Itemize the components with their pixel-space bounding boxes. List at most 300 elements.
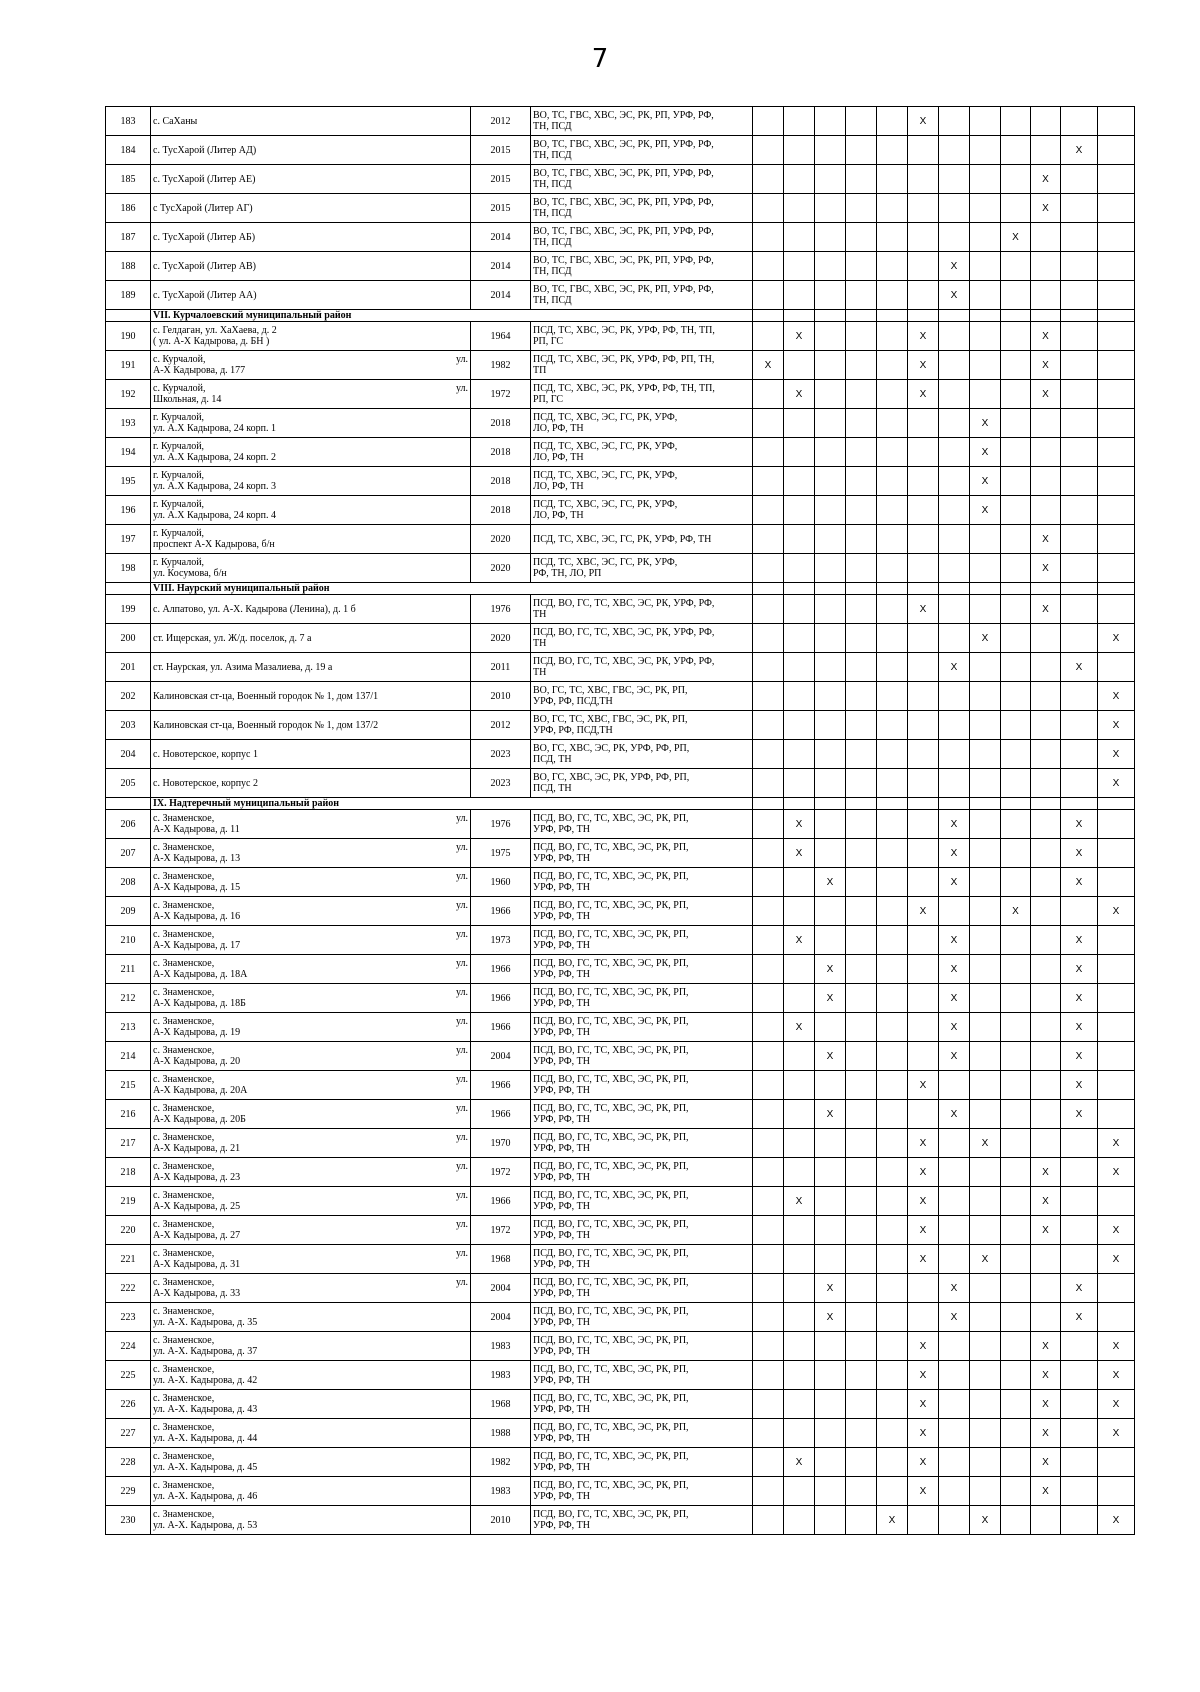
year-mark-cell [753,1448,784,1477]
address-line: с. Алпатово, ул. А-Х. Кадырова (Ленина), д. 1 б [153,603,356,615]
year-mark-cell [939,897,970,926]
year-mark-cell [815,1506,846,1535]
year-mark-cell: X [1098,1390,1135,1419]
year-mark-cell: X [908,1129,939,1158]
year-mark-cell: X [939,868,970,897]
year-mark-cell [1001,1477,1031,1506]
address-line: с. Знаменское, [153,1306,215,1317]
address-street-prefix: ул. [455,987,468,998]
section-empty-cell [1061,583,1098,595]
year-mark-cell [815,1187,846,1216]
section-empty-cell [815,583,846,595]
works-line: ПСД, ВО, ГС, ТС, ХВС, ЭС, РК, УРФ, РФ, [533,656,715,667]
year-mark-cell: X [1098,1158,1135,1187]
year-mark-cell [753,525,784,554]
year-cell: 1988 [471,1419,531,1448]
year-mark-cell [1001,351,1031,380]
year-mark-cell [753,1100,784,1129]
year-mark-cell [1098,955,1135,984]
address-line: ул. А.Х Кадырова, 24 корп. 4 [153,510,277,521]
works-line: ТН, ПСД [533,150,572,161]
works-cell [531,322,753,351]
works-line: ПСД, ТН [533,754,572,765]
address-cell [151,839,471,868]
address-line: А-Х Кадырова, д. 33 [153,1288,241,1299]
address-line: с. Знаменское, [153,1132,215,1143]
year-mark-cell: X [1031,1158,1061,1187]
address-line: с. Знаменское, [153,987,215,998]
year-mark-cell [815,653,846,682]
year-mark-cell [1001,194,1031,223]
year-mark-cell [970,1419,1001,1448]
year-mark-cell: X [908,107,939,136]
year-mark-cell: X [1031,1477,1061,1506]
works-line: ВО, ГС, ТС, ХВС, ГВС, ЭС, РК, РП, [533,685,688,696]
address-cell [151,926,471,955]
year-mark-cell [815,409,846,438]
address-line-split [153,1016,468,1027]
works-line: ПСД, ВО, ГС, ТС, ХВС, ЭС, РК, РП, [533,813,689,824]
year-mark-cell [877,595,908,624]
year-mark-cell [877,1245,908,1274]
address-line-split [153,1103,468,1114]
year-mark-cell [1098,1071,1135,1100]
year-mark-cell [908,769,939,798]
address-line-split [153,1248,468,1259]
row-number: 217 [106,1129,151,1158]
year-mark-cell [877,380,908,409]
year-mark-cell [939,1361,970,1390]
year-mark-cell [939,525,970,554]
works-cell [531,165,753,194]
works-line: УРФ, РФ, ТН [533,1172,590,1183]
year-mark-cell [815,595,846,624]
address-cell [151,624,471,653]
year-mark-cell [753,1245,784,1274]
year-mark-cell [784,868,815,897]
row-number: 225 [106,1361,151,1390]
year-mark-cell: X [1001,223,1031,252]
year-mark-cell [970,1013,1001,1042]
works-line: УРФ, РФ, ТН [533,1114,590,1125]
row-number: 203 [106,711,151,740]
year-mark-cell [753,223,784,252]
works-cell [531,496,753,525]
year-mark-cell [1031,107,1061,136]
year-mark-cell [784,1216,815,1245]
section-empty-cell [970,583,1001,595]
year-mark-cell: X [939,281,970,310]
year-mark-cell [784,740,815,769]
year-cell: 1966 [471,1187,531,1216]
works-line: ЛО, РФ, ТН [533,510,584,521]
year-mark-cell: X [1098,740,1135,769]
table-row [106,1216,1135,1245]
works-line: ЛО, РФ, ТН [533,452,584,463]
year-mark-cell [877,223,908,252]
year-mark-cell [753,194,784,223]
year-mark-cell [784,653,815,682]
year-mark-cell [846,1361,877,1390]
year-cell: 1968 [471,1245,531,1274]
year-mark-cell: X [1001,897,1031,926]
address-line-split [153,1219,468,1230]
year-mark-cell [1061,1506,1098,1535]
year-mark-cell [1001,1303,1031,1332]
address-line-split [153,354,468,365]
works-cell [531,711,753,740]
year-mark-cell [877,467,908,496]
year-mark-cell [784,1100,815,1129]
year-mark-cell [1098,136,1135,165]
address-line: А-Х Кадырова, д. 177 [153,365,246,376]
address-cell [151,1390,471,1419]
works-line: ВО, ТС, ГВС, ХВС, ЭС, РК, РП, УРФ, РФ, [533,255,714,266]
year-mark-cell [784,1042,815,1071]
year-mark-cell [939,136,970,165]
year-cell: 2012 [471,711,531,740]
year-mark-cell [1001,624,1031,653]
table-row [106,711,1135,740]
year-mark-cell [784,554,815,583]
works-line: ЛО, РФ, ТН [533,481,584,492]
year-mark-cell [846,322,877,351]
year-mark-cell [939,1158,970,1187]
year-mark-cell [1031,984,1061,1013]
works-line: ПСД, ТС, ХВС, ЭС, РК, УРФ, РФ, ТН, ТП, [533,383,715,394]
row-number: 190 [106,322,151,351]
year-mark-cell: X [908,351,939,380]
works-cell [531,1390,753,1419]
year-cell: 2012 [471,107,531,136]
year-mark-cell [908,839,939,868]
address-cell [151,1361,471,1390]
works-cell [531,955,753,984]
works-line: ПСД, ТС, ХВС, ЭС, ГС, РК, УРФ, [533,499,678,510]
year-mark-cell [908,1506,939,1535]
year-cell: 1975 [471,839,531,868]
year-mark-cell [815,624,846,653]
address-line: с. Знаменское, [153,1335,215,1346]
address-cell [151,682,471,711]
year-mark-cell [1031,1042,1061,1071]
year-mark-cell [846,1187,877,1216]
year-mark-cell [1031,769,1061,798]
section-num-cell [106,583,151,595]
year-cell: 2023 [471,769,531,798]
works-line: ТН, ПСД [533,295,572,306]
year-mark-cell [1001,984,1031,1013]
address-line: ул. А.Х Кадырова, 24 корп. 2 [153,452,277,463]
year-mark-cell [784,897,815,926]
address-cell [151,496,471,525]
year-mark-cell [815,380,846,409]
address-line: г. Курчалой, [153,499,205,510]
table-row [106,1129,1135,1158]
year-mark-cell [784,525,815,554]
year-mark-cell [1001,525,1031,554]
works-line: ТН, ПСД [533,121,572,132]
year-mark-cell: X [1031,351,1061,380]
works-line: УРФ, РФ, ТН [533,1375,590,1386]
year-mark-cell [908,984,939,1013]
address-line: проспект А-Х Кадырова, б/н [153,539,275,550]
year-mark-cell [753,409,784,438]
year-mark-cell [877,281,908,310]
address-cell [151,1303,471,1332]
year-mark-cell: X [1098,1361,1135,1390]
year-cell: 2014 [471,281,531,310]
year-mark-cell [939,1390,970,1419]
year-mark-cell [970,380,1001,409]
address-line: Школьная, д. 14 [153,394,222,405]
year-mark-cell [784,467,815,496]
year-mark-cell [784,107,815,136]
works-line: УРФ, РФ, ТН [533,1201,590,1212]
year-mark-cell: X [1061,810,1098,839]
year-cell: 2015 [471,136,531,165]
year-cell: 2004 [471,1042,531,1071]
year-mark-cell [753,1390,784,1419]
address-line-split [153,813,468,824]
table-row [106,1419,1135,1448]
works-line: ПСД, ВО, ГС, ТС, ХВС, ЭС, РК, РП, [533,871,689,882]
year-mark-cell [939,467,970,496]
year-mark-cell [784,1245,815,1274]
year-mark-cell [1098,322,1135,351]
year-mark-cell: X [939,926,970,955]
year-mark-cell [1061,281,1098,310]
year-mark-cell [753,1216,784,1245]
year-mark-cell: X [784,1013,815,1042]
year-mark-cell [877,682,908,711]
address-line-split [153,1277,468,1288]
address-line-split [153,1161,468,1172]
year-mark-cell [1031,711,1061,740]
year-cell: 1982 [471,351,531,380]
section-empty-cell [1098,310,1135,322]
year-mark-cell [1001,107,1031,136]
address-line: ул. А-Х. Кадырова, д. 44 [153,1433,258,1444]
year-mark-cell: X [908,1419,939,1448]
year-mark-cell [939,1187,970,1216]
row-number: 199 [106,595,151,624]
year-mark-cell [1001,1506,1031,1535]
address-street-prefix: ул. [455,354,468,365]
year-mark-cell [1031,955,1061,984]
year-mark-cell [1031,1129,1061,1158]
address-line: с. ТусХарой (Литер АВ) [153,260,256,272]
year-mark-cell [970,252,1001,281]
works-line: ПСД, ВО, ГС, ТС, ХВС, ЭС, РК, УРФ, РФ, [533,627,715,638]
address-cell [151,107,471,136]
year-mark-cell [1061,107,1098,136]
year-mark-cell [1061,409,1098,438]
table-row [106,525,1135,554]
year-mark-cell [784,682,815,711]
year-cell: 2018 [471,409,531,438]
year-mark-cell [846,107,877,136]
year-mark-cell: X [1031,1187,1061,1216]
works-line: ТН [533,638,547,649]
section-row [106,310,1135,322]
year-mark-cell [970,926,1001,955]
year-mark-cell [1098,1274,1135,1303]
year-mark-cell [753,107,784,136]
year-mark-cell [815,897,846,926]
year-mark-cell [908,868,939,897]
works-line: ПСД, ВО, ГС, ТС, ХВС, ЭС, РК, РП, [533,1451,689,1462]
address-line: А-Х Кадырова, д. 17 [153,940,241,951]
year-mark-cell [815,351,846,380]
row-number: 221 [106,1245,151,1274]
section-empty-cell [877,583,908,595]
year-mark-cell [1001,1042,1031,1071]
works-cell [531,897,753,926]
year-mark-cell: X [970,496,1001,525]
year-mark-cell [753,1158,784,1187]
row-number: 219 [106,1187,151,1216]
address-line-split [153,987,468,998]
section-empty-cell [1001,798,1031,810]
year-mark-cell [784,1419,815,1448]
address-cell [151,1129,471,1158]
row-number: 198 [106,554,151,583]
year-cell: 2018 [471,496,531,525]
year-mark-cell [970,1448,1001,1477]
year-mark-cell: X [908,1245,939,1274]
year-mark-cell [1061,322,1098,351]
address-cell [151,194,471,223]
works-cell [531,223,753,252]
year-mark-cell [1031,1303,1061,1332]
works-line: ПСД, ВО, ГС, ТС, ХВС, ЭС, РК, РП, [533,1074,689,1085]
year-mark-cell [784,223,815,252]
address-line: с. Знаменское, [153,1161,215,1172]
year-mark-cell [1098,281,1135,310]
works-cell [531,438,753,467]
year-mark-cell [846,624,877,653]
year-mark-cell [815,1477,846,1506]
section-num-cell [106,798,151,810]
works-line: ПСД, ТС, ХВС, ЭС, РК, УРФ, РФ, ТН, ТП, [533,325,715,336]
year-mark-cell [1098,810,1135,839]
year-mark-cell [1031,1506,1061,1535]
year-mark-cell [908,1100,939,1129]
works-cell [531,554,753,583]
year-mark-cell: X [939,1274,970,1303]
year-mark-cell: X [1031,595,1061,624]
year-mark-cell: X [970,1506,1001,1535]
year-mark-cell [753,1506,784,1535]
works-line: УРФ, РФ, ТН [533,1056,590,1067]
address-street-prefix: ул. [455,871,468,882]
year-mark-cell [784,595,815,624]
section-empty-cell [877,798,908,810]
section-empty-cell [1061,310,1098,322]
year-mark-cell [970,165,1001,194]
year-mark-cell: X [815,1100,846,1129]
row-number: 228 [106,1448,151,1477]
section-empty-cell [1031,798,1061,810]
year-mark-cell [939,740,970,769]
year-mark-cell [877,897,908,926]
year-mark-cell [939,682,970,711]
year-mark-cell [970,984,1001,1013]
year-mark-cell [1061,496,1098,525]
works-cell [531,984,753,1013]
year-mark-cell: X [939,1042,970,1071]
address-street-prefix: ул. [455,1074,468,1085]
address-line: с. Знаменское, [153,1422,215,1433]
year-mark-cell [784,165,815,194]
year-mark-cell [815,554,846,583]
year-mark-cell [877,1187,908,1216]
year-mark-cell [846,1013,877,1042]
year-mark-cell [877,1129,908,1158]
year-mark-cell [1031,868,1061,897]
table-row [106,252,1135,281]
year-mark-cell [784,955,815,984]
year-mark-cell [1098,1187,1135,1216]
year-mark-cell [877,1274,908,1303]
address-line: с. Знаменское, [153,1103,215,1114]
year-mark-cell [784,1390,815,1419]
year-mark-cell [877,810,908,839]
row-number: 205 [106,769,151,798]
address-line: А-Х Кадырова, д. 20Б [153,1114,246,1125]
address-line-split [153,1132,468,1143]
year-mark-cell [815,711,846,740]
year-mark-cell: X [815,984,846,1013]
year-mark-cell [1061,1187,1098,1216]
year-mark-cell [815,1419,846,1448]
year-mark-cell [1061,165,1098,194]
works-line: ПСД, ВО, ГС, ТС, ХВС, ЭС, РК, РП, [533,929,689,940]
year-mark-cell [753,897,784,926]
address-street-prefix: ул. [455,1103,468,1114]
address-line: с ТусХарой (Литер АГ) [153,202,253,214]
address-line: с. ТусХарой (Литер АБ) [153,231,256,243]
year-mark-cell: X [908,1071,939,1100]
works-line: УРФ, РФ, ТН [533,940,590,951]
works-line: ТН [533,667,547,678]
year-mark-cell [970,1187,1001,1216]
page-number: 7 [591,44,609,74]
address-line: ул. А-Х. Кадырова, д. 37 [153,1346,258,1357]
address-cell [151,554,471,583]
year-mark-cell [815,136,846,165]
year-mark-cell [970,810,1001,839]
year-cell: 2004 [471,1303,531,1332]
year-cell: 1968 [471,1390,531,1419]
address-line: с. Курчалой, [153,354,206,365]
works-line: ПСД, ВО, ГС, ТС, ХВС, ЭС, РК, РП, [533,1393,689,1404]
year-mark-cell: X [970,624,1001,653]
row-number: 223 [106,1303,151,1332]
address-cell [151,769,471,798]
works-line: ПСД, ВО, ГС, ТС, ХВС, ЭС, РК, РП, [533,1045,689,1056]
address-line: г. Курчалой, [153,441,205,452]
year-mark-cell [1031,897,1061,926]
address-cell [151,1448,471,1477]
works-cell [531,1042,753,1071]
address-cell [151,868,471,897]
year-cell: 1966 [471,897,531,926]
year-mark-cell [1031,496,1061,525]
year-mark-cell: X [908,1158,939,1187]
address-line: с. Новотерское, корпус 2 [153,777,258,789]
